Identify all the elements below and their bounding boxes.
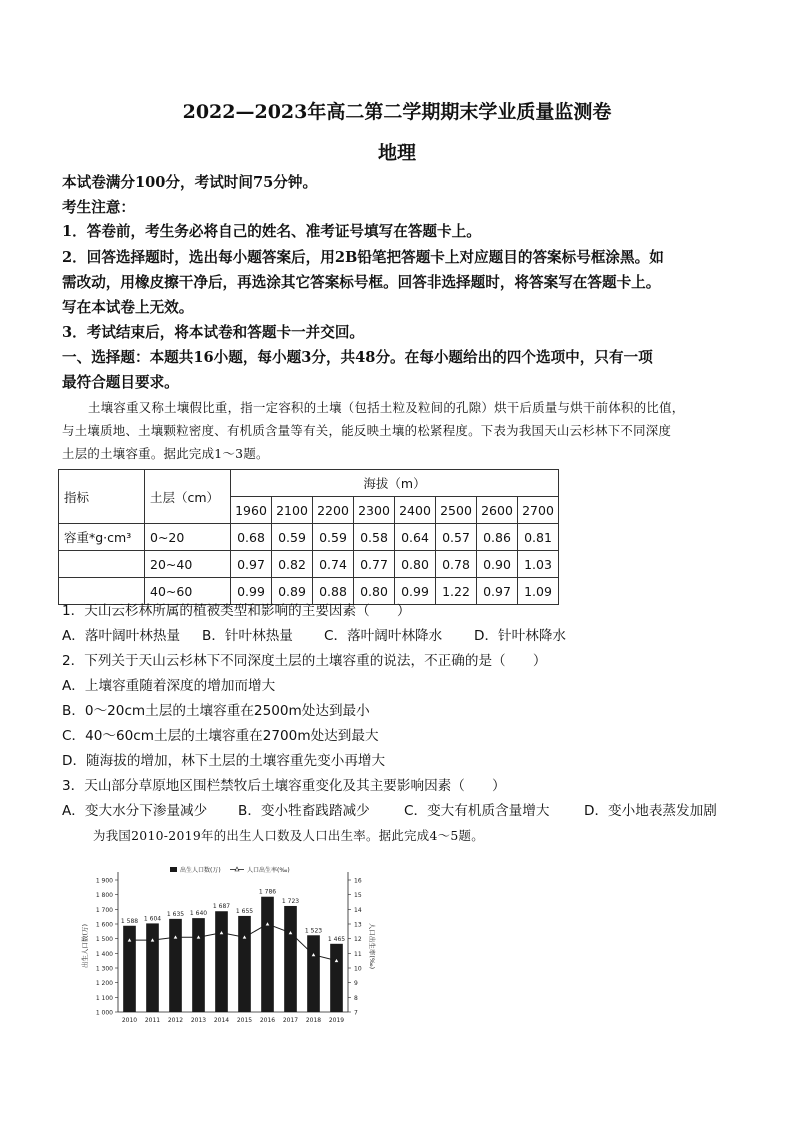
option-d: D．变小地表蒸发加剧: [584, 803, 717, 819]
right-tick-label: 13: [354, 921, 362, 929]
layer-cell: 0~20: [145, 524, 231, 551]
value-cell: 0.78: [436, 551, 477, 578]
bar-value-label: 1 523: [304, 927, 323, 935]
left-tick-label: 1 900: [95, 877, 113, 885]
left-tick-label: 1 600: [95, 921, 113, 929]
passage-1-line-3: 土层的土壤容重。据此完成1～3题。: [62, 446, 269, 461]
option-d: D．针叶林降水: [474, 628, 567, 644]
left-tick-label: 1 400: [95, 950, 113, 958]
x-tick-label: 2016: [259, 1017, 276, 1024]
left-tick-label: 1 000: [95, 1009, 113, 1017]
table-row: [59, 551, 559, 578]
bar-value-label: 1 655: [235, 907, 254, 915]
layer-cell: 40~60: [145, 578, 231, 605]
left-axis-title: 出生人口数(万): [81, 923, 89, 969]
question-1: 1．天山云杉林所属的植被类型和影响的主要因素（ ）: [62, 603, 411, 619]
altitude-cell: 2200: [313, 497, 354, 524]
bar-value-label: 1 640: [189, 910, 208, 918]
table-header-altitude: 海拔（m）: [231, 470, 559, 497]
subject-title: 地理: [377, 142, 416, 164]
x-tick-label: 2012: [167, 1017, 184, 1024]
value-cell: 0.77: [354, 551, 395, 578]
question-2-option-c: C．40～60cm土层的土壤容重在2700m处达到最大: [62, 728, 379, 744]
value-cell: 0.82: [272, 551, 313, 578]
value-cell: 0.99: [395, 578, 436, 605]
value-cell: 0.81: [518, 524, 559, 551]
option-b: B．针叶林热量: [202, 628, 293, 644]
notice-item-1: 1．答卷前，考生务必将自己的姓名、准考证号填写在答题卡上。: [62, 223, 481, 240]
right-tick-label: 8: [354, 994, 358, 1002]
x-tick-label: 2011: [144, 1017, 161, 1024]
right-tick-label: 15: [354, 892, 362, 900]
question-1-options: [62, 624, 742, 648]
bar: [146, 923, 159, 1012]
right-tick-label: 14: [354, 906, 362, 914]
question-3: 3．天山部分草原地区围栏禁牧后土壤容重变化及其主要影响因素（ ）: [62, 778, 506, 794]
legend-bar-label: 出生人口数(万): [180, 867, 221, 874]
notice-item-3: 3．考试结束后，将本试卷和答题卡一并交回。: [62, 324, 365, 341]
bar: [215, 911, 228, 1012]
value-cell: 0.58: [354, 524, 395, 551]
bar-value-label: 1 687: [212, 903, 231, 911]
value-cell: 0.80: [395, 551, 436, 578]
bar-value-label: 1 635: [166, 910, 185, 918]
x-tick-label: 2013: [190, 1017, 207, 1024]
layer-cell: 20~40: [145, 551, 231, 578]
right-tick-label: 16: [354, 877, 362, 885]
value-cell: 0.59: [313, 524, 354, 551]
legend-line-label: 人口出生率(‰): [247, 867, 290, 874]
altitude-cell: 2400: [395, 497, 436, 524]
bar: [284, 906, 297, 1012]
x-tick-label: 2015: [236, 1017, 253, 1024]
value-cell: 0.99: [231, 578, 272, 605]
question-2-option-b: B．0～20cm土层的土壤容重在2500m处达到最小: [62, 703, 370, 719]
notice-item-2-line-3: 写在本试卷上无效。: [62, 299, 194, 316]
value-cell: 0.57: [436, 524, 477, 551]
value-cell: 0.88: [313, 578, 354, 605]
bar-value-label: 1 723: [281, 897, 300, 905]
option-a: A．落叶阔叶林热量: [62, 628, 181, 644]
right-tick-label: 7: [354, 1009, 358, 1017]
right-axis-title: 人口出生率(‰): [368, 922, 376, 970]
x-tick-label: 2018: [305, 1017, 322, 1024]
right-tick-label: 9: [354, 980, 358, 988]
altitude-cell: 2300: [354, 497, 395, 524]
x-tick-label: 2010: [121, 1017, 138, 1024]
right-tick-label: 12: [354, 936, 362, 944]
value-cell: 0.86: [477, 524, 518, 551]
value-cell: 0.59: [272, 524, 313, 551]
x-tick-label: 2014: [213, 1017, 230, 1024]
value-cell: 1.22: [436, 578, 477, 605]
question-3-options: [62, 799, 742, 823]
left-tick-label: 1 100: [95, 994, 113, 1002]
legend-line-marker: [235, 867, 239, 871]
bar: [238, 916, 251, 1012]
value-cell: 0.90: [477, 551, 518, 578]
index-empty-cell: [59, 551, 145, 578]
value-cell: 0.89: [272, 578, 313, 605]
bar-value-label: 1 604: [143, 915, 162, 923]
right-tick-label: 10: [354, 965, 362, 973]
birth-population-chart: [78, 862, 378, 1027]
section-heading-line-2: 最符合题目要求。: [62, 374, 179, 391]
section-heading-line-1: 一、选择题：本题共16小题，每小题3分，共48分。在每小题给出的四个选项中，只有一项: [62, 349, 653, 366]
altitude-cell: 2600: [477, 497, 518, 524]
altitude-cell: 2100: [272, 497, 313, 524]
question-2-option-d: D．随海拔的增加，林下土层的土壤容重先变小再增大: [62, 753, 386, 769]
bar: [192, 918, 205, 1012]
notice-item-2-line-2: 需改动，用橡皮擦干净后，再选涂其它答案标号框。回答非选择题时，将答案写在答题卡上。: [62, 274, 661, 291]
bar: [307, 935, 320, 1012]
bar: [261, 897, 274, 1012]
value-cell: 0.97: [477, 578, 518, 605]
left-tick-label: 1 800: [95, 892, 113, 900]
exam-title: 2022—2023年高二第二学期期末学业质量监测卷: [182, 101, 612, 123]
value-cell: 0.74: [313, 551, 354, 578]
bar: [330, 944, 343, 1012]
left-tick-label: 1 300: [95, 965, 113, 973]
passage-1-line-1: 土壤容重又称土壤假比重，指一定容积的土壤（包括土粒及粒间的孔隙）烘干后质量与烘干前体积的比值，: [88, 400, 685, 415]
bar: [169, 919, 182, 1012]
altitude-cell: 2500: [436, 497, 477, 524]
table-header-layer: 土层（cm）: [145, 470, 231, 524]
question-2-option-a: A．上壤容重随着深度的增加而增大: [62, 678, 276, 694]
bar-value-label: 1 786: [258, 888, 277, 896]
value-cell: 1.09: [518, 578, 559, 605]
right-tick-label: 11: [354, 950, 362, 958]
left-tick-label: 1 200: [95, 980, 113, 988]
value-cell: 0.64: [395, 524, 436, 551]
table-header-index: 指标: [59, 470, 145, 524]
bar-value-label: 1 465: [327, 935, 346, 943]
chart-svg: [78, 862, 378, 1027]
legend-bar-swatch: [170, 867, 177, 872]
option-c: C．落叶阔叶林降水: [324, 628, 443, 644]
altitude-cell: 1960: [231, 497, 272, 524]
option-a: A．变大水分下渗量减少: [62, 803, 208, 819]
notice-item-2-line-1: 2．回答选择题时，选出每小题答案后，用2B铅笔把答题卡上对应题目的答案标号框涂黑。如: [62, 249, 664, 266]
left-tick-label: 1 500: [95, 936, 113, 944]
passage-1-line-2: 与土壤质地、土壤颗粒密度、有机质含量等有关，能反映土壤的松紧程度。下表为我国天山云杉林下不同深度: [62, 423, 672, 438]
value-cell: 1.03: [518, 551, 559, 578]
passage-2-line-1: 为我国2010-2019年的出生人口数及人口出生率。据此完成4～5题。: [93, 828, 484, 843]
value-cell: 0.68: [231, 524, 272, 551]
x-tick-label: 2017: [282, 1017, 299, 1024]
left-tick-label: 1 700: [95, 906, 113, 914]
soil-bulk-density-table: [58, 469, 559, 605]
x-tick-label: 2019: [328, 1017, 345, 1024]
index-label-cell: 容重*g·cm³: [59, 524, 145, 551]
question-2: 2．下列关于天山云杉林下不同深度土层的土壤容重的说法，不正确的是（ ）: [62, 653, 547, 669]
option-c: C．变大有机质含量增大: [404, 803, 550, 819]
value-cell: 0.80: [354, 578, 395, 605]
option-b: B．变小牲畜践踏减少: [238, 803, 370, 819]
bar-value-label: 1 588: [120, 917, 139, 925]
notice-heading: 考生注意：: [62, 199, 135, 216]
score-line: 本试卷满分100分，考试时间75分钟。: [62, 174, 318, 191]
value-cell: 0.97: [231, 551, 272, 578]
table-row: [59, 524, 559, 551]
altitude-cell: 2700: [518, 497, 559, 524]
